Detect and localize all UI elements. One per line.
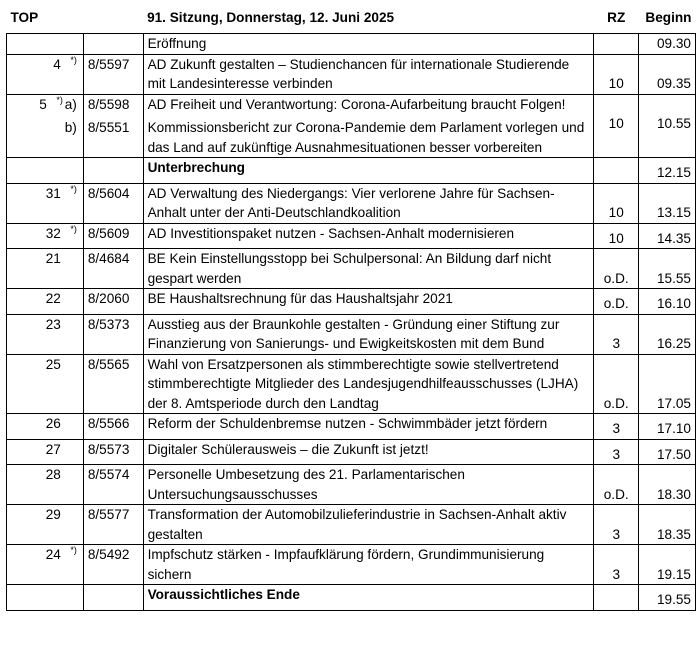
table-row: 5 *) a) b) 8/5598 8/5551 AD Freiheit und Verantwortung: Corona-Aufarbeitung braucht Folgen! Kommissionsbericht zur Corona-Pandemie dem Parlament vorlegen und das Land auf zukünftige Ausnahmesituationen besser vorbereiten 10 10.55	[7, 94, 696, 158]
table-row	[7, 289, 696, 315]
table-row	[7, 158, 696, 184]
agenda-title: AD Investitionspaket nutzen - Sachsen-Anhalt modernisieren	[143, 223, 594, 249]
agenda-rz: 10	[594, 183, 639, 223]
table-row	[7, 249, 696, 289]
agenda-time: 12.15	[639, 158, 696, 184]
header-row	[7, 6, 696, 34]
agenda-time: 13.15	[639, 183, 696, 223]
agenda-drs: 8/5577	[83, 505, 143, 545]
agenda-title: Unterbrechung	[143, 158, 594, 184]
agenda-top: 4	[53, 56, 61, 72]
agenda-time: 10.55	[639, 94, 696, 158]
agenda-drs: 8/5551	[87, 120, 130, 135]
agenda-top: 22	[45, 291, 61, 306]
agenda-table	[6, 6, 696, 611]
agenda-time: 17.05	[639, 354, 696, 414]
agenda-top: 31	[45, 185, 61, 201]
agenda-top: 28	[45, 467, 61, 482]
agenda-drs: 8/2060	[83, 289, 143, 315]
table-row	[7, 465, 696, 505]
agenda-title: Wahl von Ersatzpersonen als stimmberechtigte sowie stellvertretend stimmberechtigte Mitglieder des Landesjugendhilfeausschusses (LJHA) der 8. Amtsperiode durch den Landtag	[143, 354, 594, 414]
agenda-title: Digitaler Schülerausweis – die Zukunft ist jetzt!	[143, 439, 594, 465]
agenda-time: 14.35	[639, 223, 696, 249]
agenda-time: 15.55	[639, 249, 696, 289]
agenda-title: Voraussichtliches Ende	[143, 585, 594, 611]
agenda-rz: 3	[594, 505, 639, 545]
agenda-rz: 3	[594, 545, 639, 585]
agenda-drs: 8/5609	[83, 223, 143, 249]
agenda-rz: 10	[594, 94, 639, 158]
agenda-rz: o.D.	[594, 289, 639, 315]
table-row	[7, 585, 696, 611]
header-beginn: Beginn	[639, 6, 696, 34]
table-row	[7, 354, 696, 414]
agenda-top: 32	[45, 225, 61, 241]
agenda-time: 19.15	[639, 545, 696, 585]
agenda-drs: 8/5373	[83, 314, 143, 354]
agenda-top: 23	[45, 316, 61, 332]
table-row: 4 *) 8/5597 AD Zukunft gestalten – Studienchancen für internationale Studierende mit Landesinteresse verbinden 10 09.35	[7, 54, 696, 94]
agenda-time: 18.35	[639, 505, 696, 545]
agenda-time: 09.30	[639, 34, 696, 55]
table-row: 24 *) 8/5492 Impfschutz stärken - Impfaufklärung fördern, Grundimmunisierung sichern 3 19.15	[7, 545, 696, 585]
agenda-title: Personelle Umbesetzung des 21. Parlamentarischen Untersuchungsausschusses	[143, 465, 594, 505]
agenda-drs: 8/5566	[83, 414, 143, 440]
agenda-rz: o.D.	[594, 354, 639, 414]
agenda-top: 25	[45, 356, 61, 372]
agenda-time: 16.10	[639, 289, 696, 315]
agenda-drs: 8/5573	[83, 439, 143, 465]
agenda-time: 16.25	[639, 314, 696, 354]
agenda-time: 09.35	[639, 54, 696, 94]
header-session: 91. Sitzung, Donnerstag, 12. Juni 2025	[143, 6, 594, 34]
agenda-drs: 8/5598	[87, 96, 130, 112]
agenda-top: 5	[39, 96, 47, 112]
table-row	[7, 414, 696, 440]
table-row	[7, 505, 696, 545]
sub-item-b: b)	[64, 120, 77, 135]
agenda-title: Impfschutz stärken - Impfaufklärung fördern, Grundimmunisierung sichern	[143, 545, 594, 585]
agenda-rz: o.D.	[594, 465, 639, 505]
agenda-title: BE Haushaltsrechnung für das Haushaltsjahr 2021	[143, 289, 594, 315]
agenda-title: Reform der Schuldenbremse nutzen - Schwimmbäder jetzt fördern	[143, 414, 594, 440]
sub-item-a: a)	[64, 96, 77, 112]
agenda-title: BE Kein Einstellungsstopp bei Schulpersonal: An Bildung darf nicht gespart werden	[143, 249, 594, 289]
agenda-rz: 10	[594, 223, 639, 249]
agenda-rz: o.D.	[594, 249, 639, 289]
table-row	[7, 314, 696, 354]
agenda-top: 24	[45, 547, 61, 562]
agenda-drs: 8/5492	[83, 545, 143, 585]
table-row	[7, 439, 696, 465]
header-rz: RZ	[594, 6, 639, 34]
table-row: 32 *) 8/5609 AD Investitionspaket nutzen - Sachsen-Anhalt modernisieren 10 14.35	[7, 223, 696, 249]
agenda-rz: 10	[594, 54, 639, 94]
agenda-title: Kommissionsbericht zur Corona-Pandemie dem Parlament vorlegen und das Land auf zukünftige Ausnahmesituationen besser vorbereiten	[147, 120, 585, 155]
agenda-rz: 3	[594, 314, 639, 354]
agenda-title: AD Verwaltung des Niedergangs: Vier verlorene Jahre für Sachsen-Anhalt unter der Anti-Deutschlandkoalition	[143, 183, 594, 223]
agenda-top: 27	[45, 441, 61, 457]
agenda-drs: 8/5574	[83, 465, 143, 505]
agenda-top: 29	[45, 507, 61, 522]
agenda-drs: 8/5597	[83, 54, 143, 94]
agenda-time: 19.55	[639, 585, 696, 611]
agenda-rz: 3	[594, 414, 639, 440]
agenda-title: Ausstieg aus der Braunkohle gestalten - Gründung einer Stiftung zur Finanzierung von Sanierungs- und Ewigkeitskosten mit dem Bund	[143, 314, 594, 354]
agenda-title: AD Zukunft gestalten – Studienchancen für internationale Studierende mit Landesinteresse verbinden	[143, 54, 594, 94]
table-row: 31 *) 8/5604 AD Verwaltung des Niedergangs: Vier verlorene Jahre für Sachsen-Anhalt unter der Anti-Deutschlandkoalition 10 13.15	[7, 183, 696, 223]
agenda-title: Eröffnung	[143, 34, 594, 55]
agenda-drs: 8/5604	[83, 183, 143, 223]
agenda-time: 17.50	[639, 439, 696, 465]
agenda-title: Transformation der Automobilzulieferindustrie in Sachsen-Anhalt aktiv gestalten	[143, 505, 594, 545]
agenda-top: 21	[45, 251, 61, 266]
header-top: TOP	[7, 6, 84, 34]
agenda-drs: 8/4684	[83, 249, 143, 289]
agenda-time: 18.30	[639, 465, 696, 505]
agenda-top: 26	[45, 416, 61, 431]
agenda-rz: 3	[594, 439, 639, 465]
table-row	[7, 34, 696, 55]
agenda-title: AD Freiheit und Verantwortung: Corona-Aufarbeitung braucht Folgen!	[147, 96, 566, 112]
agenda-drs: 8/5565	[83, 354, 143, 414]
agenda-time: 17.10	[639, 414, 696, 440]
